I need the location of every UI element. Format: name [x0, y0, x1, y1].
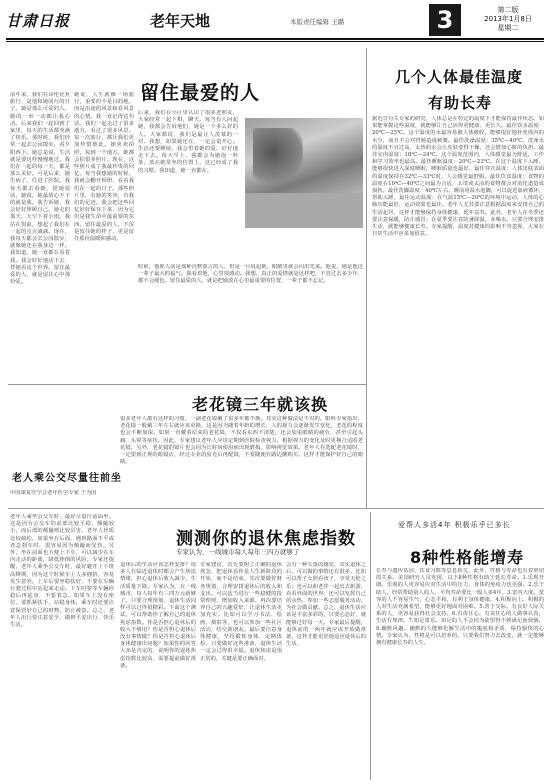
- header-rule-thin: [6, 41, 544, 42]
- newspaper-logo: 甘肃日报: [6, 12, 71, 30]
- article-5-col-3: 会有一种失落的感觉，其实退休之后，可以做的事情还有很多。比如可以帮子女照看孩子，享受天伦之乐；也可以和老伴一起出去旅游，看看外面的世界；还可以发挥自己的余热，参加一些志愿服务活动，为社会做贡献。总之，退休生活应该是丰富多彩的。只要心态好，就能够过好每一天。专家最后提醒，退休前的一两年就应该开始做准备，这样才能更好地适应退休后的生活。: [286, 562, 366, 648]
- article-5-subtitle: 专家认为，一线城市每人每年三四万就够了: [176, 548, 300, 556]
- article-1-col-4: 时候，他那人前是那种沉默寡言的人，但是一旦说起她，眼睛里就会闪出光来。他说，她是他这一辈子最大的福气。我看着他，心里很感动。我想，真正的爱情就是这样吧，不管过去多少年，都不会褪色。留住最爱的人，就是把她放在心里最重要的位置，一辈子都不忘记。: [138, 264, 363, 285]
- article-5-title: 测测你的退休焦虑指数: [176, 529, 356, 549]
- article-6-tagline: 爱帮人多活4年 积极乐乎已多长: [398, 521, 511, 529]
- article-2-body: 据近日有关专家的研究，人体总是在特定的温度下才能保持最佳状态。如果能掌握这些温度，就能够让自己活得更健康、更长久。最佳饮水温度：20℃—25℃。这个温度的水最容易被人体吸收，能够很好地补充体内的水分，而且不会对胃肠造成刺激。最佳洗澡温度：35℃—40℃。洗澡水的温度不宜过高，太热的水会让皮肤变得干燥，还会增加心脏的负担。最佳室内温度：18℃—24℃。这个温度范围内，人体感觉最为舒适，工作和学习效率也最高。最佳睡眠温度：20℃—23℃。在这个温度下入睡，能够很快进入深度睡眠，睡眠质量也最好。最佳穿衣温度：人体皮肤表面的温度保持在32℃—33℃时，人会感觉最舒服。最佳饮食温度：食物的温度在10℃—40℃之间最为合适，太烫或太凉的食物都会对消化道造成损伤。最佳洗脚温度：40℃左右。睡前用温水泡脚，可以促进血液循环，帮助入睡。最佳运动温度：在气温15℃—20℃的环境中运动，人体的心肺功能最好，运动效果也最佳。老年人尤其要注意根据温度来安排自己的生活起居，这样才能够保持身体健康，延年益寿。此外，老年人在冬季还要注意保暖，防止感冒；在夏季要注意防暑降温，多喝水。只要合理安排生活，就能够健康长寿。专家提醒，温度对健康的影响不容忽视，大家在日常生活中应多加留意。: [372, 116, 544, 238]
- article-3-body: 很多老年人都有这样的习惯，一副老花镜戴了很多年都不换。其实这种做法是不对的。眼科专家指出，老花镜一般戴三年左右就应该更换。这是因为随着年龄的增长，人的视力会逐渐发生变化，老花的程度也会不断加深。如果一直戴着原来的老花镜，不仅看东西不清楚，还会加重眼睛的疲劳，甚至引起头痛、头晕等症状。因此，专家建议老年人应该定期到医院检查视力，根据视力的变化及时更换合适的老花镜。另外，老花镜的镜片也会因为长时间使用而出现磨损，影响视觉效果。老年人在选配老花镜时，一定要到正规的眼镜店，经过专业的验光后再配镜，不要随便在路边摊购买。这样才能保护好自己的眼睛。: [120, 416, 363, 466]
- edition-info: [472, 6, 544, 33]
- edition-date: 2013年1月8日: [484, 15, 532, 23]
- article-3-title: 老花镜三年就该换: [192, 395, 329, 414]
- divider-horizontal-2: [8, 508, 544, 509]
- editor-credit: 本版责任编辑 王璐: [290, 18, 345, 26]
- section-title: 老年天地: [150, 12, 211, 30]
- article-1-title: 留住最爱的人: [140, 82, 261, 104]
- article-6-title: 8种性格能增寿: [410, 548, 525, 567]
- article-2-subtitle: 有助长寿: [428, 94, 493, 112]
- page-header: [0, 0, 550, 40]
- header-rule: [6, 38, 544, 40]
- divider-horizontal-1: [8, 384, 366, 385]
- article-2-title: 几个人体最佳温度: [395, 68, 524, 86]
- divider-vertical-2: [370, 512, 371, 780]
- article-5-col-1: 退休后的生活应该怎样安排？很多人在临近退休时都会产生焦虑情绪，担心退休后收入减少，生活质量下降。专家认为，在一线城市，每人每年有三四万元就够了。只要合理规划，退休生活同样可以过得很精彩。下面这个测试，可以帮助你了解自己的退休焦虑指数。你是否担心退休后的收入不够用？你是否担心退休后没有事情做？你是否担心退休后身体健康出问题？如果你的回答大多是肯定的，说明你的退休焦虑指数比较高，需要提前做好准备。: [120, 562, 196, 669]
- article-1-col-3: 后来，我们在小区里认识了很多老朋友，大家经常一起下棋、聊天。每当有人问起她，我都会告诉他们，她是一个多么好的人。大家都说，我们是最让人羡慕的一对。我想，如果她还在，一定会很开心。生活还要继续，我会带着她的爱，好好地走下去。每天早上，我都会为她泡一杯茶，放在她常坐的位置上。这已经成了我的习惯。我知道，她一直都在。: [138, 110, 238, 174]
- article-6-body: 长寿与遗传基因、饮食习惯等息息相关，此外，性格与寿命也有着密切的关系。美国研究人员发现，以下8种性格有助于延长寿命。1.乐观开朗。乐观的人更容易应对生活中的压力，身体的免疫力也更强。2.乐于助人。经常帮助别人的人，平均寿命要比一般人多4年。3.宽容大度。宽容的人不容易生气，心态平和，有利于身体健康。4.积极向上。积极的人对生活充满希望，能够更好地面对困难。5.善于交际。有良好人际关系的人，更容易获得社会支持。6.有责任心。有责任心的人做事认真，生活有规律。7.知足常乐。知足的人不会因为欲望得不到满足而烦恼。8.幽默风趣。幽默的人能够化解生活中的尴尬和矛盾，保持愉快的心情。专家认为，性格是可以培养的，只要我们努力去改变，就一定能够拥有健康长寿的人生。: [376, 568, 544, 647]
- article-1-photo: [245, 118, 363, 228]
- divider-vertical-1: [366, 48, 367, 508]
- edition-weekday: 星期二: [497, 24, 519, 32]
- article-4-body: 老年人乘坐公交车时，最好尽量往前面坐。这是因为公交车的前部比较平稳，颠簸较小，而后部的颠簸则比较厉害。老年人骨质比较疏松，如果坐在后面，遇到路面不平或者急刹车时，很容易因为颠簸而受伤。另外，坐在前面也方便上下车，可以减少在车内走动的距离，降低摔倒的风险。专家还提醒，老年人乘坐公交车时，最好避开上下班高峰期，因为这个时候车上人多拥挤，容易发生意外。上车后要坐稳扶好，不要在车辆行驶过程中站起来走动。下车时要等车辆停稳后再起身，不要着急。如果车上没有座位，要抓紧扶手，站稳身体。乘车时还要注意保管好自己的财物，防止被盗。总之，老年人出行要注意安全，做到平安出行、快乐生活。: [10, 514, 114, 629]
- article-1-col-2: 她说，人生就像一场旅行，重要的不是目的地，而是沿途的风景和看风景的心情。我一直记得这句话。我们一起走过了很多地方，看过了很多风景。每一次旅行，都让我们更加珍惜彼此。她喜欢拍照，每到一个地方，她都会拍很多照片。现在，这些照片成了我最珍贵的回忆。每当我想她的时候，我就会翻开相册，看看我们在一起的日子。那些照片里，有她的笑容，有我们的足迹。我会把这些回忆好好保存下来，因为它们是我生命中最重要的东西。留住最爱的人，不仅是留住她的样子，更是留住那份温暖和感动。: [74, 92, 134, 243]
- article-1-col-1: 前年来，我们在哥伦比亚旅行，是他和她同行的日子。她是那么可爱的人，她的一举一动都让我心动。后来我们一起回到了家里，每天的生活都充满了快乐。那时候，我们经常一起去公园散步，看夕阳西下。她总是说，生活就是要这样慢慢地过。我们在一起的每一天，都是那么美好。可是后来，她生病了，住进了医院。我每天都去看她，陪她说话。她说，她最放心不下的就是我。我告诉她，我会好好照顾自己。她走的那天，天空下着小雨。我站在窗前，想起了我们在一起的点点滴滴。现在，我每天都会去公园散步，就像她还在我身边一样。我知道，她一直都在看着我。我会好好地活下去，替她看这个世界。留住最爱的人，就是留住心中那份爱。: [10, 92, 70, 286]
- article-4-title: 老人乘公交尽量往前坐: [12, 473, 122, 484]
- edition-label: 第二版: [497, 6, 519, 14]
- page-number: 3: [429, 4, 461, 36]
- article-5-col-2: 专家建议，首先要树立正确的退休观念，把退休看作是人生新阶段的开始，而不是结束。其次要做好财务规划，合理安排退休后的收入和支出。可以适当进行一些稳健的投资理财，增加收入来源。再次要培养自己的兴趣爱好，让退休生活更加充实。比如可以学习书法、绘画、摄影等，也可以参加一些社区活动，结交新朋友。最后要注意身体健康，坚持锻炼身体，定期体检。只要做好这些准备，退休生活一定会过得很幸福。退休焦虑是很正常的，关键是要正确面对。: [200, 562, 282, 662]
- article-4-byline: 中国康复医学会老年医学专家 于为国: [10, 490, 97, 496]
